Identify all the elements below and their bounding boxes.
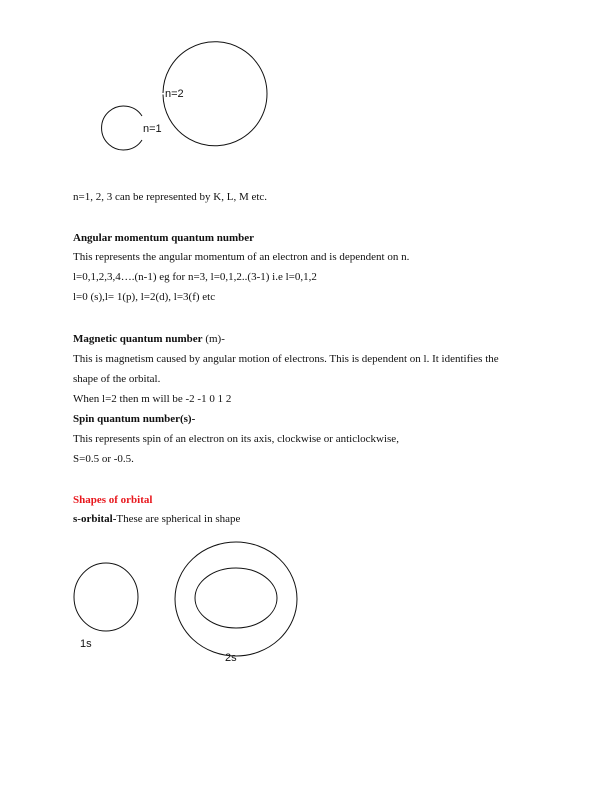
orbital-1s-shape bbox=[74, 563, 138, 631]
spin-line: S=0.5 or -0.5. bbox=[73, 453, 134, 465]
inner-shell-n1 bbox=[102, 106, 142, 150]
magnetic-line: When l=2 then m will be -2 -1 0 1 2 bbox=[73, 393, 232, 405]
label-2s: 2s bbox=[225, 652, 237, 664]
angular-line: l=0 (s),l= 1(p), l=2(d), l=3(f) etc bbox=[73, 291, 216, 303]
angular-heading: Angular momentum quantum number bbox=[73, 232, 255, 244]
angular-line: This represents the angular momentum of an electron and is dependent on n. bbox=[73, 251, 410, 263]
shell-diagram bbox=[102, 42, 267, 150]
orbital-2s-outer bbox=[175, 542, 297, 656]
orbital-2s-inner bbox=[195, 568, 277, 628]
angular-line: l=0,1,2,3,4….(n-1) eg for n=3, l=0,1,2..(3-1) i.e l=0,1,2 bbox=[73, 271, 317, 283]
s-orbital-text: These are spherical in shape bbox=[116, 513, 241, 525]
magnetic-line: shape of the orbital. bbox=[73, 373, 161, 385]
magnetic-heading-line bbox=[73, 332, 225, 346]
s-orbital-line bbox=[73, 512, 240, 526]
label-n2: n=2 bbox=[165, 88, 184, 100]
spin-line: This represents spin of an electron on its axis, clockwise or anticlockwise, bbox=[73, 433, 399, 445]
label-1s: 1s bbox=[80, 638, 92, 650]
s-orbital-diagram bbox=[74, 542, 297, 664]
magnetic-heading-suffix: (m)- bbox=[202, 333, 225, 345]
spin-heading: Spin quantum number(s)- bbox=[73, 413, 196, 425]
magnetic-line: This is magnetism caused by angular motion of electrons. This is dependent on l. It identifies the bbox=[73, 353, 499, 365]
shapes-heading: Shapes of orbital bbox=[73, 494, 153, 506]
magnetic-heading: Magnetic quantum number bbox=[73, 333, 203, 345]
shell-note: n=1, 2, 3 can be represented by K, L, M etc. bbox=[73, 191, 268, 203]
label-n1: n=1 bbox=[143, 123, 162, 135]
s-orbital-label: s-orbital- bbox=[73, 513, 117, 525]
